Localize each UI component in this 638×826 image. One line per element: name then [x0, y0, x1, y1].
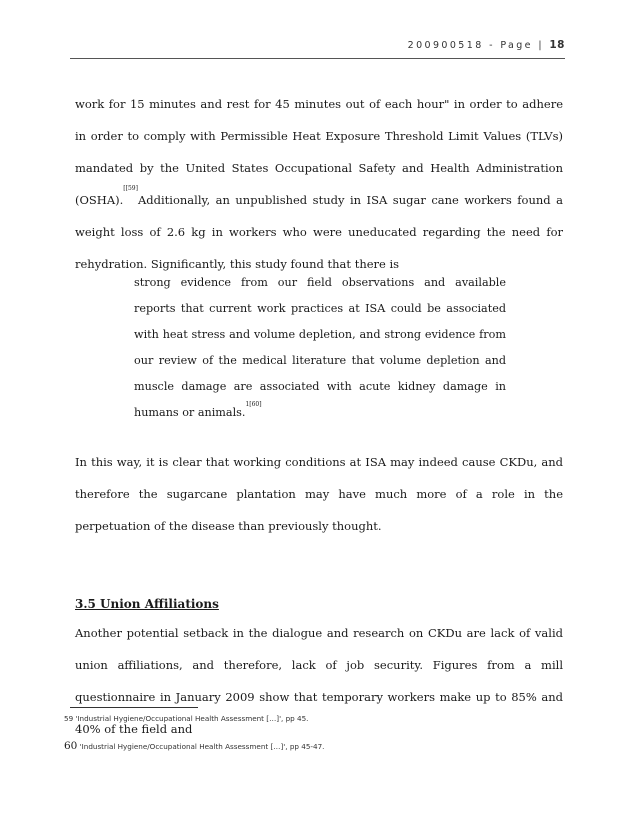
footnote-60 [64, 740, 324, 753]
footnote-text: 'Industrial Hygiene/Occupational Health Assessment […]', pp 45. [75, 714, 309, 723]
paragraph-conclusion: In this way, it is clear that working conditions at ISA may indeed cause CKDu, and therefore the sugarcane plantation may have much more of a role in the perpetuation of the disease than previously thought. [75, 455, 563, 533]
footnote-number: 59 [64, 714, 74, 723]
footnote-text: 'Industrial Hygiene/Occupational Health Assessment […]', pp 45-47. [79, 742, 325, 751]
paragraph-text: work for 15 minutes and rest for 45 minutes out of each hour" in order to adhere in order to comply with Permissible Heat Exposure Threshold Limit Values (TLVs) mandated by the United States Occupational Safety and Health Administration (OSHA). [75, 97, 563, 207]
block-quote [134, 270, 506, 426]
block-quote-text: strong evidence from our field observations and available reports that current work practices at ISA could be associated with heat stress and volume depletion, and strong evidence from our review of the medical literature that volume depletion and muscle damage are associated with acute kidney damage in humans or animals. [134, 276, 506, 419]
page-header [70, 38, 565, 59]
paragraph-heat-exposure [75, 88, 563, 280]
document-id: 200900518 [407, 40, 484, 51]
footnote-59 [64, 713, 308, 725]
paragraph-union-affiliations: Another potential setback in the dialogue and research on CKDu are lack of valid union affiliations, and therefore, lack of job security. Figures from a mill questionnaire in January 2009 show that temporary workers make up to 85% and 40% of the field and [75, 626, 563, 736]
section-heading: 3.5 Union Affiliations [75, 597, 219, 611]
page-number: 18 [549, 39, 565, 51]
footnote-divider [70, 707, 198, 708]
header-divider: | [538, 40, 550, 51]
citation-ref-60: 1[60] [245, 401, 262, 408]
header-separator: - [489, 40, 501, 51]
paragraph-text-continued: Additionally, an unpublished study in ISA sugar cane workers found a weight loss of 2.6 kg in workers who were uneducated regarding the need for rehydration. Significantly, this study found that there is [75, 193, 563, 271]
citation-ref-59: [[59] [123, 185, 138, 192]
footnote-number: 60 [64, 740, 78, 752]
page-label: Page [500, 40, 533, 51]
